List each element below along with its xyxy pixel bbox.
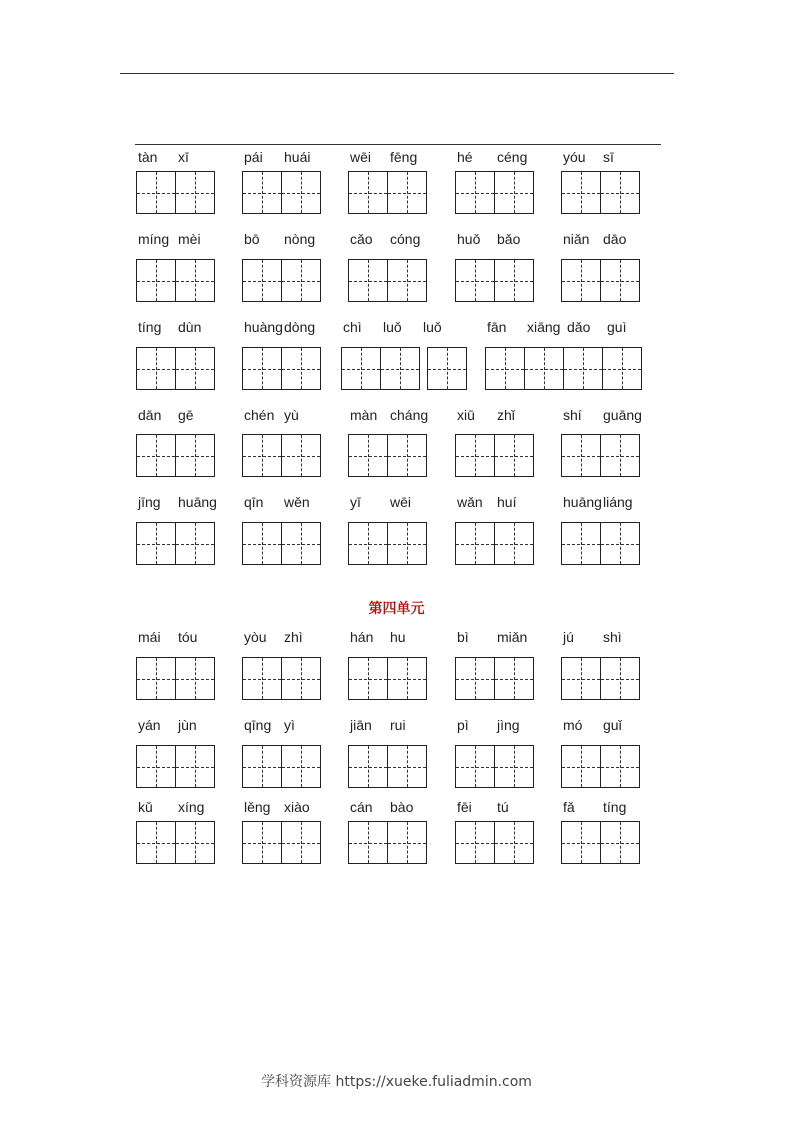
tianzige-grid[interactable]	[242, 657, 321, 700]
writing-box[interactable]	[175, 171, 215, 214]
pinyin-syllable: yì	[284, 717, 295, 733]
writing-box[interactable]	[563, 347, 603, 390]
writing-box[interactable]	[348, 522, 388, 565]
tianzige-grid[interactable]	[348, 821, 427, 864]
pinyin-syllable: jīng	[138, 494, 161, 510]
writing-box[interactable]	[136, 347, 176, 390]
pinyin-syllable: yòu	[244, 629, 267, 645]
writing-box[interactable]	[494, 434, 534, 477]
top-rule	[120, 73, 674, 74]
pinyin-syllable: wēi	[350, 149, 372, 165]
pinyin-syllable: xī	[178, 149, 189, 165]
writing-box[interactable]	[242, 259, 282, 302]
pinyin-syllable: gē	[178, 407, 194, 423]
pinyin-syllable: liáng	[603, 494, 633, 510]
tianzige-grid[interactable]	[136, 434, 215, 477]
writing-box[interactable]	[600, 745, 640, 788]
pinyin-syllable: huí	[497, 494, 517, 510]
writing-box[interactable]	[387, 434, 427, 477]
tianzige-grid[interactable]	[136, 347, 215, 390]
writing-box[interactable]	[348, 434, 388, 477]
tianzige-grid[interactable]	[348, 434, 427, 477]
pinyin-syllable: cháng	[390, 407, 429, 423]
tianzige-grid[interactable]	[242, 821, 321, 864]
pinyin-syllable: chén	[244, 407, 275, 423]
writing-box[interactable]	[455, 522, 495, 565]
pinyin-syllable: guì	[607, 319, 627, 335]
tianzige-grid[interactable]	[242, 522, 321, 565]
writing-box[interactable]	[494, 171, 534, 214]
writing-box[interactable]	[380, 347, 420, 390]
writing-box[interactable]	[561, 745, 601, 788]
tianzige-grid[interactable]	[348, 657, 427, 700]
pinyin-syllable: fān	[487, 319, 507, 335]
tianzige-grid[interactable]	[455, 259, 534, 302]
writing-box[interactable]	[242, 434, 282, 477]
pinyin-syllable: shí	[563, 407, 582, 423]
pinyin-syllable: yī	[350, 494, 361, 510]
pinyin-syllable: rui	[390, 717, 406, 733]
pinyin-syllable: dǎo	[567, 319, 591, 335]
pinyin-syllable: tíng	[603, 799, 627, 815]
pinyin-syllable: zhǐ	[497, 407, 515, 423]
tianzige-grid[interactable]	[427, 347, 467, 390]
tianzige-grid[interactable]	[348, 522, 427, 565]
writing-box[interactable]	[175, 522, 215, 565]
writing-box[interactable]	[175, 745, 215, 788]
writing-box[interactable]	[348, 821, 388, 864]
tianzige-grid[interactable]	[455, 171, 534, 214]
writing-box[interactable]	[175, 259, 215, 302]
pinyin-syllable: zhì	[284, 629, 303, 645]
pinyin-syllable: pái	[244, 149, 263, 165]
writing-box[interactable]	[561, 522, 601, 565]
writing-box[interactable]	[136, 745, 176, 788]
pinyin-syllable: dòng	[284, 319, 316, 335]
writing-box[interactable]	[341, 347, 381, 390]
writing-box[interactable]	[136, 434, 176, 477]
pinyin-syllable: mèi	[178, 231, 201, 247]
writing-box[interactable]	[524, 347, 564, 390]
writing-box[interactable]	[281, 522, 321, 565]
writing-box[interactable]	[242, 745, 282, 788]
writing-box[interactable]	[561, 434, 601, 477]
tianzige-grid[interactable]	[136, 522, 215, 565]
writing-box[interactable]	[136, 171, 176, 214]
writing-box[interactable]	[561, 657, 601, 700]
writing-box[interactable]	[281, 657, 321, 700]
tianzige-grid[interactable]	[455, 434, 534, 477]
pinyin-syllable: kǔ	[138, 799, 153, 815]
tianzige-grid[interactable]	[561, 522, 640, 565]
pinyin-syllable: mó	[563, 717, 583, 733]
pinyin-syllable: hé	[457, 149, 473, 165]
pinyin-syllable: mái	[138, 629, 161, 645]
writing-box[interactable]	[175, 657, 215, 700]
writing-box[interactable]	[561, 171, 601, 214]
pinyin-syllable: wēi	[390, 494, 412, 510]
writing-box[interactable]	[485, 347, 525, 390]
pinyin-syllable: fǎ	[563, 799, 575, 815]
pinyin-syllable: sī	[603, 149, 614, 165]
pinyin-syllable: xíng	[178, 799, 205, 815]
writing-box[interactable]	[600, 522, 640, 565]
pinyin-syllable: qīn	[244, 494, 264, 510]
writing-box[interactable]	[387, 171, 427, 214]
writing-box[interactable]	[455, 745, 495, 788]
pinyin-syllable: cóng	[390, 231, 421, 247]
writing-box[interactable]	[281, 434, 321, 477]
pinyin-syllable: niǎn	[563, 231, 590, 247]
tianzige-grid[interactable]	[136, 821, 215, 864]
writing-box[interactable]	[387, 657, 427, 700]
pinyin-syllable: hu	[390, 629, 406, 645]
pinyin-syllable: míng	[138, 231, 170, 247]
pinyin-syllable: miǎn	[497, 629, 528, 645]
pinyin-syllable: huái	[284, 149, 311, 165]
writing-box[interactable]	[387, 821, 427, 864]
pinyin-syllable: céng	[497, 149, 528, 165]
pinyin-syllable: dùn	[178, 319, 202, 335]
writing-box[interactable]	[136, 821, 176, 864]
writing-box[interactable]	[455, 171, 495, 214]
writing-box[interactable]	[387, 745, 427, 788]
pinyin-syllable: xiào	[284, 799, 310, 815]
pinyin-syllable: luǒ	[423, 319, 442, 335]
pinyin-syllable: tú	[497, 799, 509, 815]
pinyin-syllable: tóu	[178, 629, 198, 645]
writing-box[interactable]	[136, 522, 176, 565]
writing-box[interactable]	[387, 522, 427, 565]
writing-box[interactable]	[348, 657, 388, 700]
writing-box[interactable]	[242, 522, 282, 565]
writing-box[interactable]	[175, 347, 215, 390]
footer-source: 学科资源库 https://xueke.fuliadmin.com	[261, 1074, 532, 1090]
writing-box[interactable]	[600, 434, 640, 477]
pinyin-syllable: qīng	[244, 717, 272, 733]
pinyin-syllable: bào	[390, 799, 414, 815]
pinyin-syllable: dāo	[603, 231, 627, 247]
tianzige-grid[interactable]	[242, 745, 321, 788]
tianzige-grid[interactable]	[561, 259, 640, 302]
writing-box[interactable]	[494, 657, 534, 700]
pinyin-syllable: hán	[350, 629, 374, 645]
pinyin-syllable: cán	[350, 799, 373, 815]
pinyin-syllable: guāng	[603, 407, 642, 423]
pinyin-syllable: fēng	[390, 149, 418, 165]
writing-box[interactable]	[600, 259, 640, 302]
tianzige-grid[interactable]	[341, 347, 420, 390]
tianzige-grid[interactable]	[561, 821, 640, 864]
writing-box[interactable]	[600, 171, 640, 214]
tianzige-grid[interactable]	[455, 745, 534, 788]
pinyin-syllable: huāng	[178, 494, 217, 510]
tianzige-grid[interactable]	[136, 259, 215, 302]
writing-box[interactable]	[281, 171, 321, 214]
tianzige-grid[interactable]	[136, 657, 215, 700]
tianzige-grid[interactable]	[136, 171, 215, 214]
writing-box[interactable]	[494, 259, 534, 302]
pinyin-syllable: luǒ	[383, 319, 402, 335]
tianzige-grid[interactable]	[561, 657, 640, 700]
tianzige-grid[interactable]	[455, 821, 534, 864]
pinyin-syllable: guǐ	[603, 717, 622, 733]
writing-box[interactable]	[242, 171, 282, 214]
pinyin-syllable: dān	[138, 407, 162, 423]
writing-box[interactable]	[455, 434, 495, 477]
writing-box[interactable]	[348, 745, 388, 788]
writing-box[interactable]	[494, 821, 534, 864]
writing-box[interactable]	[387, 259, 427, 302]
writing-box[interactable]	[455, 259, 495, 302]
writing-box[interactable]	[348, 259, 388, 302]
pinyin-syllable: huàng	[244, 319, 283, 335]
writing-box[interactable]	[136, 259, 176, 302]
writing-box[interactable]	[494, 522, 534, 565]
pinyin-syllable: shì	[603, 629, 622, 645]
pinyin-syllable: xiū	[457, 407, 475, 423]
tianzige-grid[interactable]	[561, 434, 640, 477]
writing-box[interactable]	[494, 745, 534, 788]
pinyin-syllable: màn	[350, 407, 378, 423]
writing-box[interactable]	[602, 347, 642, 390]
pinyin-syllable: yóu	[563, 149, 586, 165]
writing-box[interactable]	[281, 745, 321, 788]
writing-box[interactable]	[561, 821, 601, 864]
pinyin-syllable: tíng	[138, 319, 162, 335]
tianzige-grid[interactable]	[348, 745, 427, 788]
tianzige-grid[interactable]	[242, 347, 321, 390]
pinyin-syllable: bō	[244, 231, 260, 247]
tianzige-grid[interactable]	[348, 171, 427, 214]
pinyin-syllable: jú	[563, 629, 574, 645]
writing-box[interactable]	[348, 171, 388, 214]
pinyin-syllable: xiāng	[527, 319, 561, 335]
writing-box[interactable]	[561, 259, 601, 302]
writing-box[interactable]	[455, 657, 495, 700]
pinyin-syllable: nòng	[284, 231, 316, 247]
pinyin-syllable: yù	[284, 407, 299, 423]
pinyin-syllable: pì	[457, 717, 469, 733]
tianzige-grid[interactable]	[561, 171, 640, 214]
tianzige-grid[interactable]	[485, 347, 642, 390]
tianzige-grid[interactable]	[455, 522, 534, 565]
pinyin-syllable: huāng	[563, 494, 602, 510]
tianzige-grid[interactable]	[348, 259, 427, 302]
pinyin-syllable: huǒ	[457, 231, 481, 247]
writing-box[interactable]	[136, 657, 176, 700]
pinyin-syllable: lěng	[244, 799, 271, 815]
unit-title: 第四单元	[368, 601, 425, 617]
writing-box[interactable]	[281, 347, 321, 390]
writing-box[interactable]	[242, 821, 282, 864]
pinyin-syllable: wǎn	[457, 494, 483, 510]
pinyin-syllable: tàn	[138, 149, 158, 165]
pinyin-syllable: bǎo	[497, 231, 521, 247]
tianzige-grid[interactable]	[455, 657, 534, 700]
tianzige-grid[interactable]	[242, 259, 321, 302]
tianzige-grid[interactable]	[136, 745, 215, 788]
writing-box[interactable]	[600, 657, 640, 700]
table-top-rule	[135, 144, 661, 145]
writing-box[interactable]	[600, 821, 640, 864]
writing-box[interactable]	[242, 657, 282, 700]
tianzige-grid[interactable]	[242, 434, 321, 477]
pinyin-syllable: cǎo	[350, 231, 373, 247]
writing-box[interactable]	[455, 821, 495, 864]
tianzige-grid[interactable]	[561, 745, 640, 788]
writing-box[interactable]	[281, 259, 321, 302]
pinyin-syllable: yán	[138, 717, 161, 733]
writing-box[interactable]	[175, 434, 215, 477]
writing-box[interactable]	[175, 821, 215, 864]
writing-box[interactable]	[281, 821, 321, 864]
writing-box[interactable]	[242, 347, 282, 390]
pinyin-syllable: chì	[343, 319, 362, 335]
pinyin-syllable: jùn	[178, 717, 197, 733]
pinyin-syllable: bì	[457, 629, 469, 645]
pinyin-syllable: fēi	[457, 799, 472, 815]
tianzige-grid[interactable]	[242, 171, 321, 214]
pinyin-syllable: jìng	[497, 717, 520, 733]
writing-box[interactable]	[427, 347, 467, 390]
pinyin-syllable: jiān	[350, 717, 372, 733]
pinyin-syllable: wěn	[284, 494, 310, 510]
